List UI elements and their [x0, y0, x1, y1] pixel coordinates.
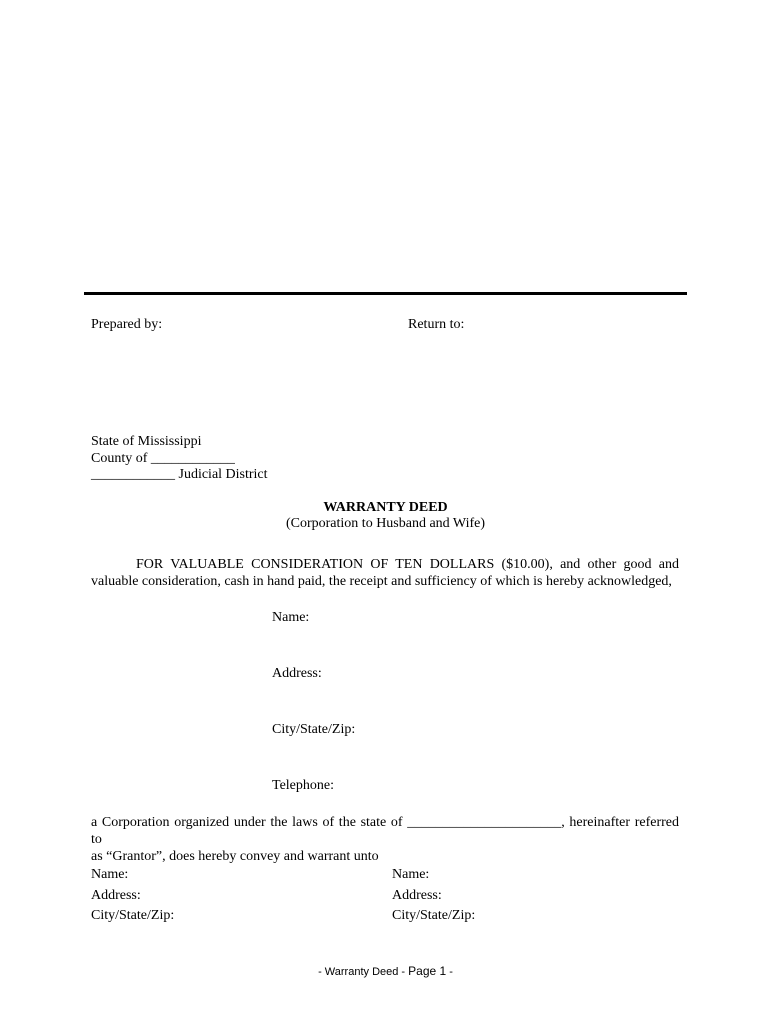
grantor-city-state-zip-label: City/State/Zip: — [272, 722, 356, 737]
consideration-line-1: FOR VALUABLE CONSIDERATION OF TEN DOLLARS ($10.00), and other good and — [136, 557, 679, 572]
grantor-telephone-label: Telephone: — [272, 778, 334, 793]
grantor-name-label: Name: — [272, 610, 310, 625]
grantee-1-address-label: Address: — [91, 888, 141, 903]
return-to-label: Return to: — [408, 317, 465, 332]
corporation-line-1: a Corporation organized under the laws of the state of ______________________, hereinafter referred to — [91, 815, 679, 847]
county-line: County of ____________ — [91, 451, 235, 466]
grantee-2-name-label: Name: — [392, 867, 430, 882]
corporation-line-2: as “Grantor”, does hereby convey and warrant unto — [91, 849, 379, 864]
grantee-1-city-state-zip-label: City/State/Zip: — [91, 908, 175, 923]
consideration-paragraph — [91, 556, 679, 590]
header-divider-rule — [84, 292, 687, 295]
judicial-district-line: ____________ Judicial District — [91, 467, 268, 482]
grantee-2-address-label: Address: — [392, 888, 442, 903]
deed-subtitle: (Corporation to Husband and Wife) — [285, 516, 486, 531]
corporation-paragraph — [91, 814, 679, 865]
footer-page-number: Page 1 — [408, 964, 447, 978]
prepared-by-label: Prepared by: — [91, 317, 163, 332]
grantee-2-city-state-zip-label: City/State/Zip: — [392, 908, 476, 923]
footer-doc-name: - Warranty Deed - — [318, 966, 409, 978]
state-line: State of Mississippi — [91, 434, 202, 449]
grantee-1-name-label: Name: — [91, 867, 129, 882]
footer-suffix: - — [446, 966, 453, 978]
consideration-line-2: valuable consideration, cash in hand paid, the receipt and sufficiency of which is hereby acknowledged, — [91, 574, 672, 589]
grantor-address-label: Address: — [272, 666, 322, 681]
deed-title: WARRANTY DEED — [323, 500, 448, 515]
page-footer — [84, 964, 687, 979]
